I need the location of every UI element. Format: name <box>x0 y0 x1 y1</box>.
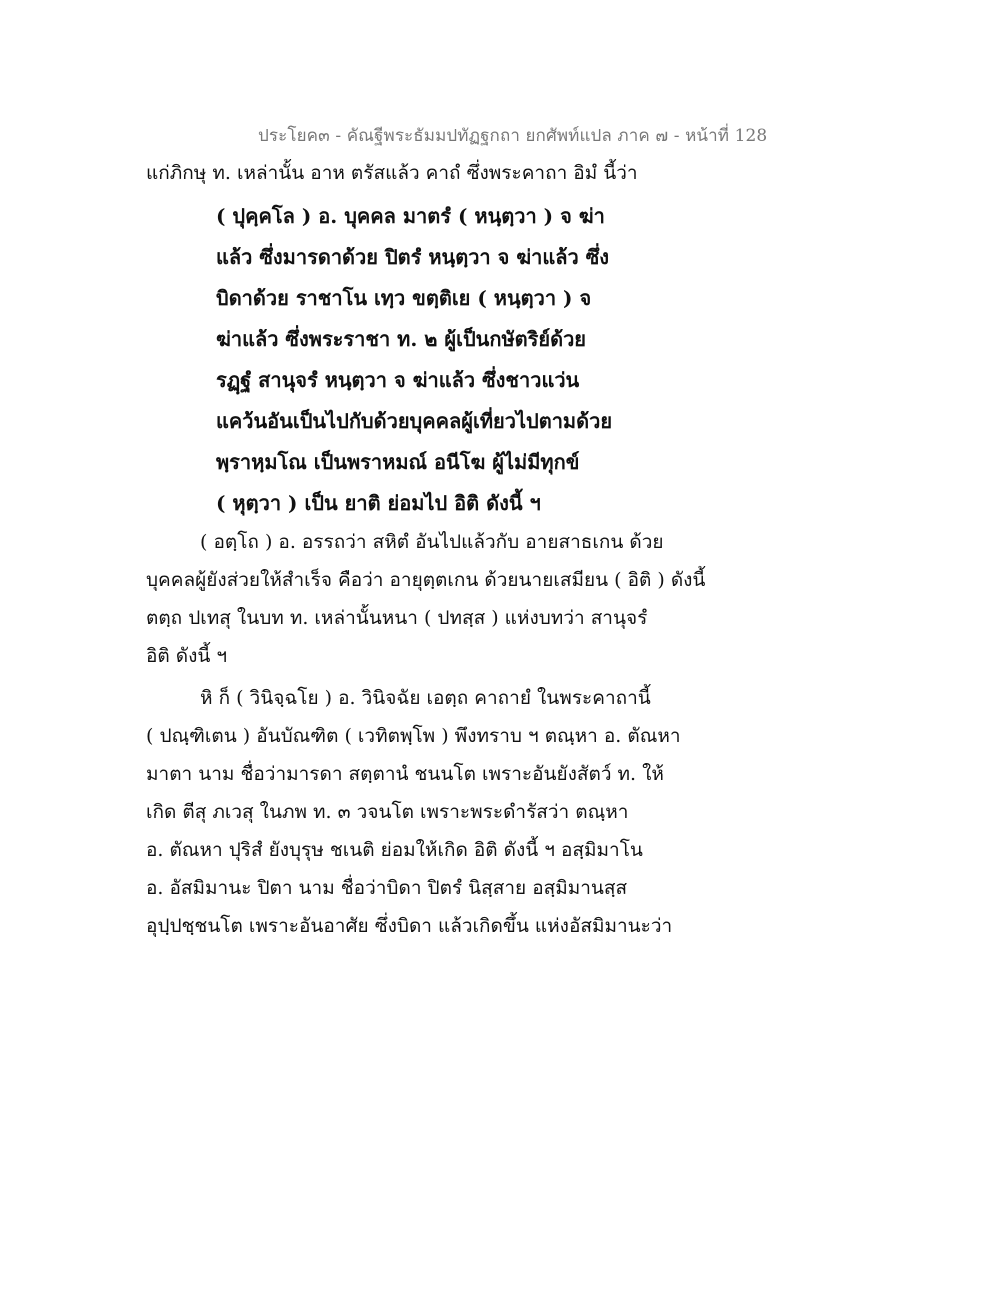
paragraph-line: บุคคลผู้ยังส่วยให้สำเร็จ คือว่า อายุตฺตเกน ด้วยนายเสมียน ( อิติ ) ดังนี้ <box>146 569 706 591</box>
paragraph-line: อิติ ดังนี้ ฯ <box>146 645 228 667</box>
paragraph-line: อุปฺปชฺชนโต เพราะอันอาศัย ซึ่งบิดา แล้วเกิดขึ้น แห่งอัสมิมานะว่า <box>146 915 673 937</box>
paragraph-line: อ. อัสมิมานะ ปิตา นาม ชื่อว่าบิดา ปิตรํ นิสฺสาย อสฺมิมานสฺส <box>146 877 628 899</box>
paragraph-line: หิ ก็ ( วินิจฺฉโย ) อ. วินิจฉัย เอตฺถ คาถายํ ในพระคาถานี้ <box>200 687 651 709</box>
verse-line: ฆ่าแล้ว ซึ่งพระราชา ท. ๒ ผู้เป็นกษัตริย์ด้วย <box>216 327 587 351</box>
verse-line: แล้ว ซึ่งมารดาด้วย ปิตรํ หนฺตฺวา จ ฆ่าแล้ว ซึ่ง <box>216 245 610 269</box>
verse-line: บิดาด้วย ราชาโน เทฺว ขตฺติเย ( หนฺตฺวา ) จ <box>216 286 592 310</box>
paragraph-line: เกิด ตีสุ ภเวสุ ในภพ ท. ๓ วจนโต เพราะพระดำรัสว่า ตณฺหา <box>146 801 629 823</box>
verse-line: รฏฺฐํ สานุจรํ หนฺตฺวา จ ฆ่าแล้ว ซึ่งชาวแว่น <box>216 368 580 392</box>
paragraph-line: ( อตฺโถ ) อ. อรรถว่า สหิตํ อันไปแล้วกับ อายสาธเกน ด้วย <box>200 531 664 553</box>
paragraph-line: ตตฺถ ปเทสุ ในบท ท. เหล่านั้นหนา ( ปทสฺส ) แห่งบทว่า สานุจรํ <box>146 607 648 629</box>
paragraph-line: มาตา นาม ชื่อว่ามารดา สตฺตานํ ชนนโต เพราะอันยังสัตว์ ท. ให้ <box>146 763 664 785</box>
paragraph-line: ( ปณฺฑิเตน ) อันบัณฑิต ( เวทิตพฺโพ ) พึงทราบ ฯ ตณฺหา อ. ตัณหา <box>146 725 681 747</box>
verse-line: พฺราหฺมโณ เป็นพราหมณ์ อนีโฆ ผู้ไม่มีทุกข์ <box>216 450 580 474</box>
verse-line: ( หุตฺวา ) เป็น ยาติ ย่อมไป อิติ ดังนี้ ฯ <box>216 491 541 515</box>
running-header: ประโยค๓ - คัณฐีพระธัมมปทัฏฐกถา ยกศัพท์แปล ภาค ๗ - หน้าที่ 128 <box>258 126 768 146</box>
verse-line: ( ปุคฺคโล ) อ. บุคคล มาตรํ ( หนฺตฺวา ) จ ฆ่า <box>216 204 605 228</box>
intro-line: แก่ภิกษุ ท. เหล่านั้น อาห ตรัสแล้ว คาถํ ซึ่งพระคาถา อิมํ นี้ว่า <box>146 162 638 184</box>
paragraph-line: อ. ตัณหา ปุริสํ ยังบุรุษ ชเนติ ย่อมให้เกิด อิติ ดังนี้ ฯ อสฺมิมาโน <box>146 839 643 861</box>
verse-line: แคว้นอันเป็นไปกับด้วยบุคคลผู้เที่ยวไปตามด้วย <box>216 409 613 433</box>
